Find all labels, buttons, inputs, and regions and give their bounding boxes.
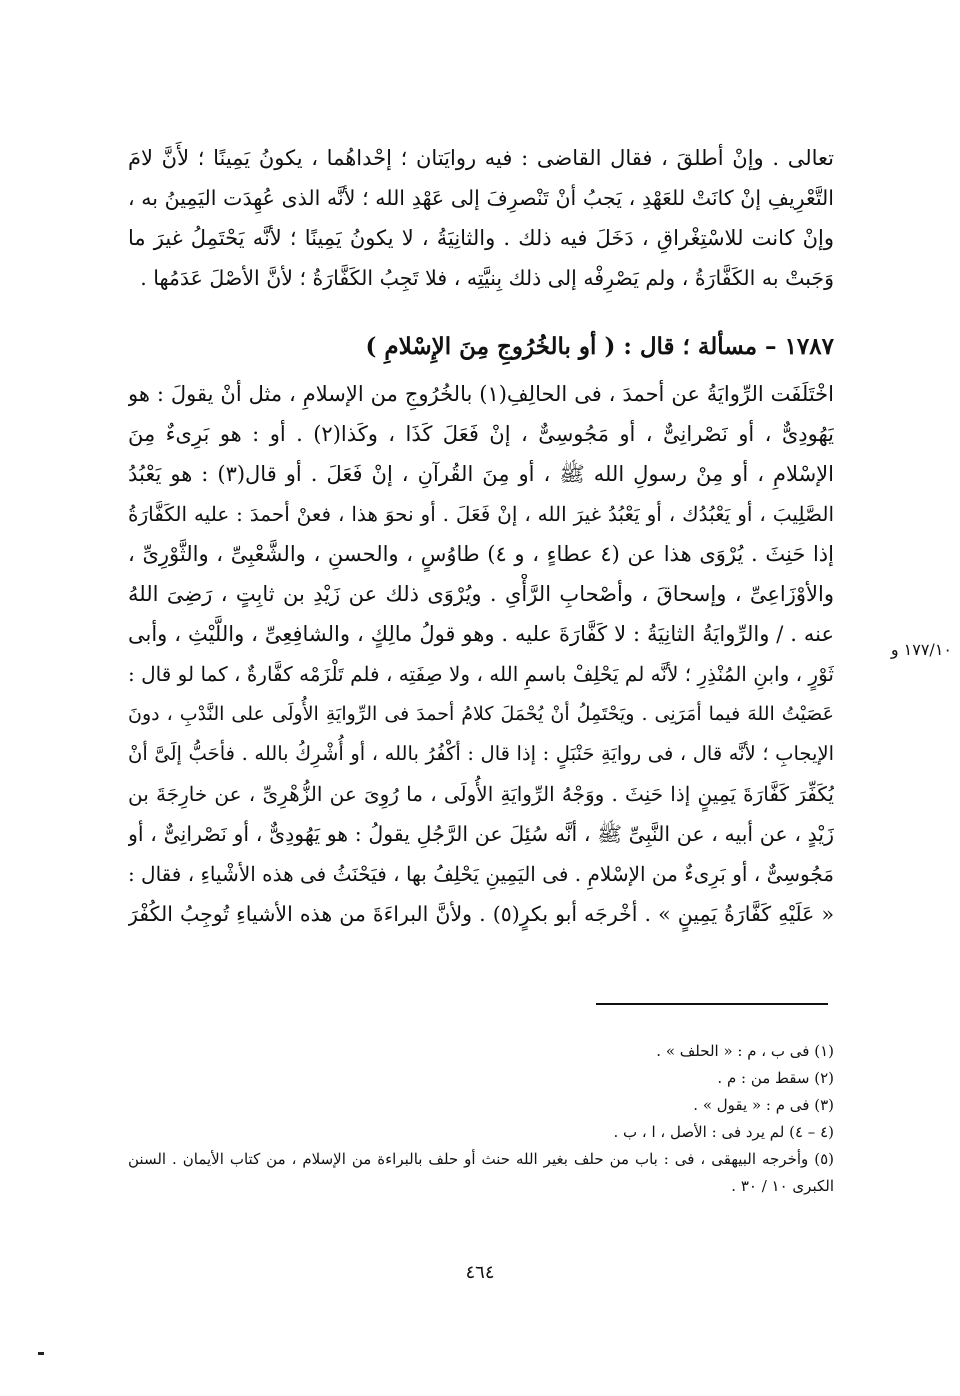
margin-folio-reference: ١٧٧/١٠ و (890, 640, 952, 659)
text-line: ثَوْرٍ ، وابنِ المُنْذِرِ ؛ لأنَّه لم يَحْلِفْ باسمِ الله ، ولا صِفَتِه ، فلم تَلْزَمْه كفَّارةٌ ، كما لو قال : (128, 662, 834, 686)
footnote-separator (596, 1003, 828, 1005)
text-line: الإيجابِ ؛ لأنَّه قال ، فى روايَةِ حَنْبَلٍ : إذا قال : أكْفُرُ بالله ، أو أُشْرِكُ بالله . فأحَبُّ إلَىَّ أنْ (128, 742, 834, 765)
scan-speck (38, 1352, 44, 1355)
text-line: عنه . / والرِّوايَةُ الثانِيَةُ : لا كَفَّارَةَ عليه . وهو قولُ مالِكٍ ، والشافِعِىِّ ، واللَّيْثِ ، وأبى (128, 622, 834, 646)
footnote: (١) فى ب ، م : « الحلف » . (656, 1042, 834, 1060)
page-number: ٤٦٤ (465, 1262, 495, 1283)
text-line: زَيْدٍ ، عن أبيه ، عن النَّبِىِّ ﷺ ، أنَّه سُئِلَ عن الرَّجُلِ يقولُ : هو يَهُودِىٌّ ، أو نَصْرانِىٌّ ، أو (128, 822, 834, 846)
text-line: الصَّلِيبَ ، أو يَعْبُدُك ، أو يَعْبُدُ غيرَ الله ، إنْ فَعَلَ . أو نحوَ هذا ، فعنْ أحمدَ : عليه الكَفَّارَةُ (128, 502, 834, 526)
text-line: يُكَفِّرَ كَفَّارَةَ يَمِينٍ إذا حَنِثَ . ووَجْهُ الرِّوايَةِ الأُولَى ، ما رُوِىَ عن الزُّهْرِىِّ ، عن خارِجَةَ بن (128, 782, 834, 806)
text-line: تعالى . وإنْ أطلقَ ، فقال القاضى : فيه روايَتان ؛ إحْداهُما ، يكونُ يَمِينًا ؛ لأَنَّ لامَ (128, 146, 834, 170)
text-line: « عَلَيْهِ كَفَّارَةُ يَمِينٍ » . أخْرجَه أبو بكرٍ(٥) . ولأنَّ البراءَةَ من هذه الأشياءِ تُوجِبُ الكُفْرَ (128, 902, 834, 926)
footnote-continuation: الكبرى ١٠ / ٣٠ . (731, 1177, 834, 1195)
text-line: وإنْ كانت للاسْتِغْراقِ ، دَخَلَ فيه ذلك . والثانِيَةُ ، لا يكونُ يَمِينًا ؛ لأنَّه يَحْتَمِلُ غيرَ ما (128, 226, 834, 250)
section-heading-block (128, 324, 834, 370)
text-line: التَّعْرِيفِ إنْ كانَتْ للعَهْدِ ، يَجبُ أنْ تَنْصرِفَ إلى عَهْدِ الله ؛ لأنَّه الذى عُهِدَت اليَمِينُ به ، (128, 186, 834, 210)
text-line: إذا حَنِثَ . يُرْوَى هذا عن (٤ عطاءٍ ، و ٤) طاوُسٍ ، والحسنِ ، والشَّعْبِىِّ ، والثَّوْرِىِّ ، (128, 542, 834, 566)
text-line: عَصَيْتُ اللهَ فيما أمَرَنِى . ويَحْتَمِلُ أنْ يُحْمَلَ كلامُ أحمدَ فى الرِّوايَةِ الأُولَى على النَّدْبِ ، دونَ (128, 703, 834, 725)
footnote: (٢) سقط من : م . (717, 1069, 834, 1087)
body-paragraph (128, 374, 834, 934)
text-line: مَجُوسِىٌّ ، أو بَرِىءٌ من الإسْلامِ . فى اليَمِينِ يَحْلِفُ بها ، فيَحْنَثُ فى هذه الأشْياءِ ، فقال : (128, 862, 834, 886)
text-line: يَهُودِىٌّ ، أو نَصْرانِىٌّ ، أو مَجُوسِىٌّ ، إنْ فَعَلَ كَذَا ، وكَذا(٢) . أو : هو بَرِىءٌ مِنَ (128, 422, 834, 446)
section-heading: ١٧٨٧ – مسألة ؛ قال : ( أو بالخُرُوجِ مِنَ الإِسْلامِ ) (365, 333, 834, 360)
footnote: (٥) وأخرجه البيهقى ، فى : باب من حلف بغير الله حنث أو حلف بالبراءة من الإسلام ، من كتاب الأيمان . السنن (128, 1150, 834, 1168)
text-line: الإسْلامِ ، أو مِنْ رسولِ الله ﷺ ، أو مِنَ القُرآنِ ، إنْ فَعَلَ . أو قال(٣) : هو يَعْبُدُ (128, 462, 834, 486)
footnotes (128, 1038, 834, 1200)
text-line: والأوْزَاعِىِّ ، وإسحاقَ ، وأصْحابِ الرَّأْىِ . ويُرْوَى ذلك عن زَيْدِ بن ثابِتٍ ، رَضِىَ اللهُ (128, 582, 834, 606)
text-line: وَجَبتْ به الكَفَّارَةُ ، ولم يَصْرِفْه إلى ذلك بِنيَّتِه ، فلا تَجِبُ الكَفَّارَةُ ؛ لأنَّ الأصْلَ عَدَمُها . (140, 266, 834, 290)
footnote: (٣) فى م : « يقول » . (693, 1096, 834, 1114)
footnote: (٤ – ٤) لم يرد فى : الأصل ، ا ، ب . (613, 1123, 834, 1141)
text-line: اخْتَلَفَت الرِّوايَةُ عن أحمدَ ، فى الحالِفِ(١) بالخُرُوجِ من الإسلامِ ، مثل أنْ يقولَ : هو (128, 382, 834, 406)
top-paragraph (128, 138, 834, 298)
